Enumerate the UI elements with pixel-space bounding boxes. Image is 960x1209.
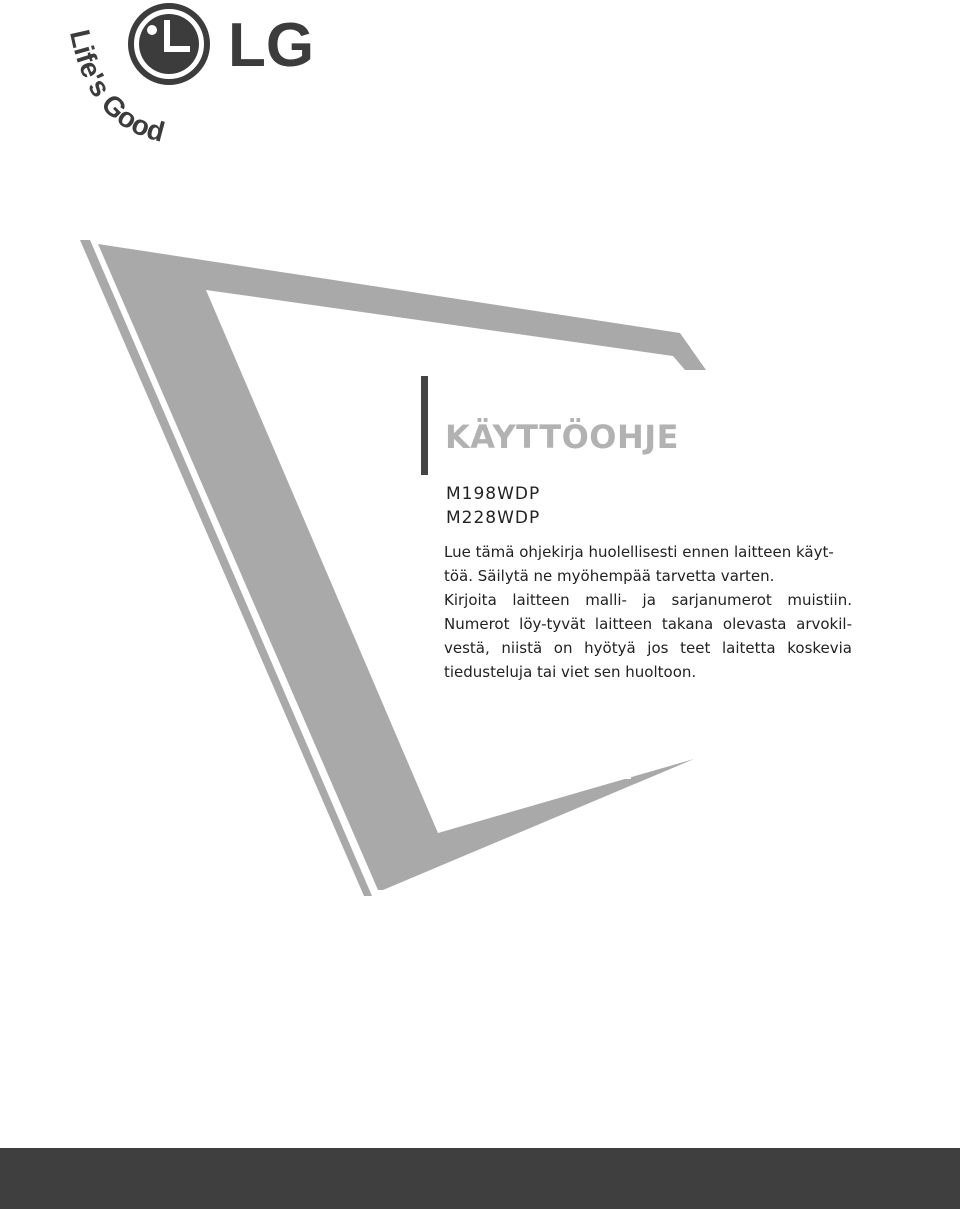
brand-slogan: Life's Good (64, 26, 168, 148)
brand-name: LG (228, 11, 315, 80)
intro-line: Lue tämä ohjekirja huolellisesti ennen laitteen käyt- (444, 543, 834, 561)
intro-paragraph: Kirjoita laitteen malli- ja sarjanumerot muistiin. Numerot löy-tyvät laitteen takana olevasta arvokil-vestä, niistä on hyötyä jos teet laitetta koskevia tiedusteluja tai viet sen huoltoon. (444, 591, 852, 681)
model-number: M198WDP (446, 484, 541, 504)
intro-text (444, 540, 852, 684)
page-title: KÄYTTÖOHJE (445, 418, 680, 456)
footer-band (0, 1148, 960, 1209)
title-accent-bar (421, 376, 428, 475)
intro-line: töä. Säilytä ne myöhempää tarvetta varten. (444, 567, 775, 585)
model-number: M228WDP (446, 508, 541, 528)
model-list (446, 482, 540, 530)
